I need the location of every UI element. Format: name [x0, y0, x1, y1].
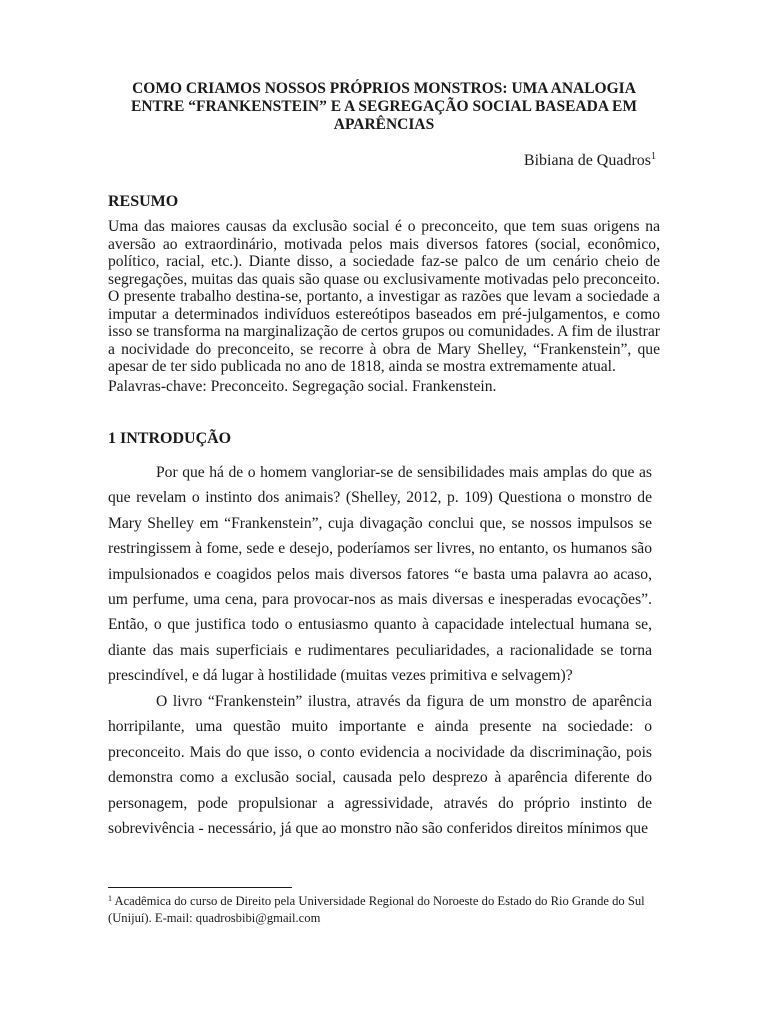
footnote-marker: 1 — [108, 894, 112, 903]
author-name: Bibiana de Quadros — [523, 152, 651, 169]
abstract-text: Uma das maiores causas da exclusão social é o preconceito, que tem suas origens na aversão ao extraordinário, motivada pelos mais diversos fatores (social, econômico, político, racial, etc.). Diante disso, a sociedade faz-se palco de um cenário cheio de segregações, muitas das quais são quase ou exclusivamente motivadas pelo preconceito. O presente trabalho destina-se, portanto, a investigar as razões que levam a sociedade a imputar a determinados indivíduos estereótipos baseados em pré-julgamentos, e como isso se transforma na marginalização de certos grupos ou comunidades. A fim de ilustrar a nocividade do preconceito, se recorre à obra de Mary Shelley, “Frankenstein”, que apesar de ter sido publicada no ano de 1818, ainda se mostra extremamente atual. — [108, 218, 660, 375]
intro-paragraph-2: O livro “Frankenstein” ilustra, através da figura de um monstro de aparência horripilante, uma questão muito importante e ainda presente na sociedade: o preconceito. Mais do que isso, o conto evidencia a nocividade da discriminação, pois demonstra como a exclusão social, causada pelo desprezo à aparência diferente do personagem, pode propulsionar a agressividade, através do próprio instinto de sobrevivência - necessário, já que ao monstro não são conferidos direitos mínimos que — [108, 693, 652, 838]
author-footnote-marker: 1 — [651, 151, 656, 162]
author-line — [524, 151, 656, 171]
footnote-text: Acadêmica do curso de Direito pela Universidade Regional do Noroeste do Estado do Rio Grande do Sul (Unijuí). E-mail: quadrosbibi@gmail.com — [108, 894, 645, 925]
introduction-heading: 1 INTRODUÇÃO — [108, 430, 232, 447]
abstract-heading: RESUMO — [108, 193, 179, 210]
intro-paragraph-1: Por que há de o homem vangloriar-se de sensibilidades mais amplas do que as que revelam o instinto dos animais? (Shelley, 2012, p. 109) Questiona o monstro de Mary Shelley em “Frankenstein”, cuja divagação conclui que, se nossos impulsos se restringissem à fome, sede e desejo, poderíamos ser livres, no entanto, os humanos são impulsionados e coagidos pelos mais diversos fatores “e basta uma palavra ao acaso, um perfume, uma cena, para provocar-nos as mais diversas e inesperadas evocações”. Então, o que justifica todo o entusiasmo quanto à capacidade intelectual humana se, diante das mais superficiais e rudimentares peculiaridades, a racionalidade se torna prescindível, e dá lugar à hostilidade (muitas vezes primitiva e selvagem)? — [108, 464, 652, 685]
paper-title: COMO CRIAMOS NOSSOS PRÓPRIOS MONSTROS: UMA ANALOGIA ENTRE “FRANKENSTEIN” E A SEGREGAÇÃO SOCIAL BASEADA EM APARÊNCIAS — [130, 80, 637, 133]
keywords-line: Palavras-chave: Preconceito. Segregação social. Frankenstein. — [108, 378, 497, 395]
footnote-separator — [108, 887, 292, 888]
footnote — [108, 893, 652, 927]
